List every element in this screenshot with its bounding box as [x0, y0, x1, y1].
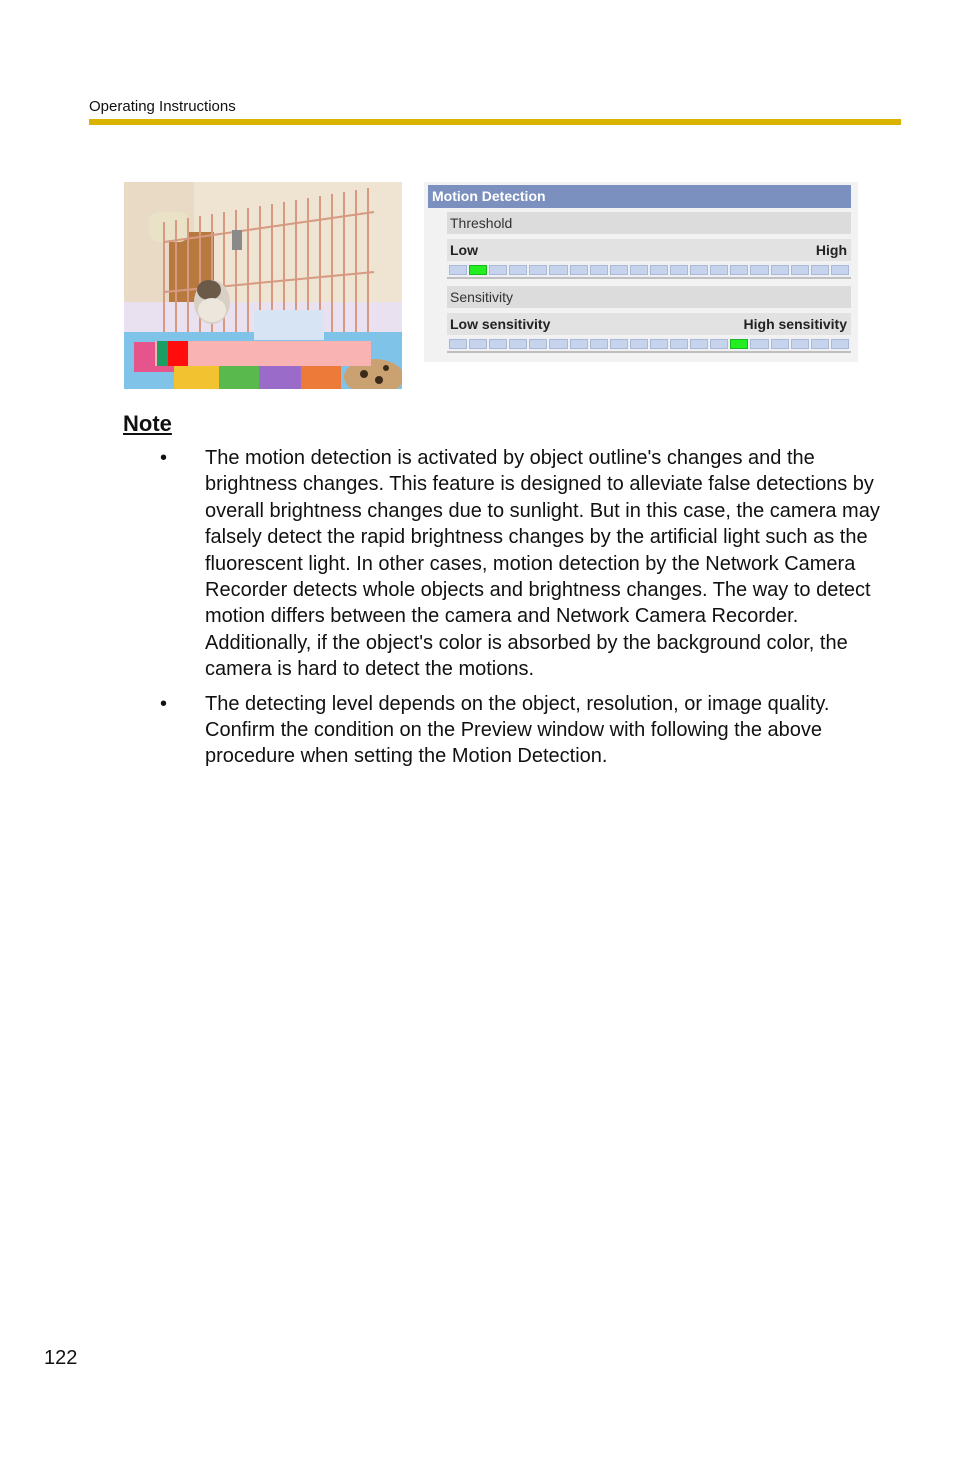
camera-preview-image	[124, 182, 402, 389]
note-item	[0, 445, 954, 683]
slider-segment[interactable]	[590, 339, 608, 349]
motion-detection-title: Motion Detection	[428, 185, 851, 208]
slider-segment[interactable]	[670, 265, 688, 275]
slider-active-segment[interactable]	[469, 265, 487, 275]
motion-detection-panel	[424, 182, 858, 362]
slider-segment[interactable]	[630, 265, 648, 275]
slider-segment[interactable]	[489, 339, 507, 349]
slider-segment[interactable]	[831, 339, 849, 349]
sensitivity-low-label: Low sensitivity	[450, 316, 551, 332]
slider-segment[interactable]	[750, 339, 768, 349]
motion-indicator-bar	[155, 341, 371, 366]
slider-segment[interactable]	[489, 265, 507, 275]
slider-segment[interactable]	[549, 265, 567, 275]
note-list	[0, 445, 954, 778]
slider-segment[interactable]	[449, 265, 467, 275]
slider-segment[interactable]	[710, 265, 728, 275]
slider-segment[interactable]	[590, 265, 608, 275]
slider-segment[interactable]	[650, 339, 668, 349]
slider-segment[interactable]	[771, 265, 789, 275]
slider-segment[interactable]	[509, 339, 527, 349]
slider-segment[interactable]	[791, 339, 809, 349]
bullet-icon: •	[160, 692, 168, 715]
sensitivity-high-label: High sensitivity	[743, 316, 847, 332]
slider-segment[interactable]	[469, 339, 487, 349]
page-number: 122	[44, 1347, 78, 1369]
threshold-low-label: Low	[450, 242, 478, 258]
slider-segment[interactable]	[750, 265, 768, 275]
slider-segment[interactable]	[529, 265, 547, 275]
slider-segment[interactable]	[509, 265, 527, 275]
motion-detected-indicator	[168, 341, 188, 366]
slider-segment[interactable]	[630, 339, 648, 349]
slider-segment[interactable]	[549, 339, 567, 349]
slider-segment[interactable]	[831, 265, 849, 275]
bullet-icon: •	[160, 447, 168, 469]
slider-segment[interactable]	[690, 339, 708, 349]
slider-active-segment[interactable]	[730, 339, 748, 349]
motion-indicator-marker	[157, 341, 168, 366]
header-rule	[89, 119, 901, 125]
note-item-text: The motion detection is activated by object outline's changes and the brightness changes. This feature is designed to alleviate false detections by overall brightness changes due to sunlight. But in this case, the camera may falsely detect the rapid brightness changes by the artificial light such as the fluorescent light. In other cases, motion detection by the Network Camera Recorder detects whole objects and brightness changes. The way to detect motion differs between the camera and Network Camera Recorder. Additionally, if the object's color is absorbed by the background color, the camera is hard to detect the motions.	[205, 447, 880, 681]
slider-segment[interactable]	[610, 339, 628, 349]
slider-segment[interactable]	[811, 339, 829, 349]
slider-segment[interactable]	[650, 265, 668, 275]
threshold-slider[interactable]	[447, 263, 851, 279]
sensitivity-slider[interactable]	[447, 337, 851, 353]
slider-segment[interactable]	[570, 265, 588, 275]
slider-segment[interactable]	[570, 339, 588, 349]
slider-segment[interactable]	[710, 339, 728, 349]
threshold-scale-labels	[447, 239, 851, 261]
threshold-label: Threshold	[447, 212, 851, 234]
note-item	[0, 691, 954, 770]
slider-segment[interactable]	[811, 265, 829, 275]
slider-segment[interactable]	[529, 339, 547, 349]
slider-segment[interactable]	[610, 265, 628, 275]
note-item-text: The detecting level depends on the object, resolution, or image quality. Confirm the condition on the Preview window with following the above procedure when setting the Motion Detection.	[205, 692, 830, 768]
sensitivity-label: Sensitivity	[447, 286, 851, 308]
sensitivity-scale-labels	[447, 313, 851, 335]
slider-segment[interactable]	[771, 339, 789, 349]
note-heading: Note	[123, 411, 172, 436]
running-header: Operating Instructions	[89, 98, 236, 115]
threshold-high-label: High	[815, 242, 847, 258]
slider-segment[interactable]	[730, 265, 748, 275]
slider-segment[interactable]	[791, 265, 809, 275]
slider-segment[interactable]	[449, 339, 467, 349]
slider-segment[interactable]	[690, 265, 708, 275]
slider-segment[interactable]	[670, 339, 688, 349]
